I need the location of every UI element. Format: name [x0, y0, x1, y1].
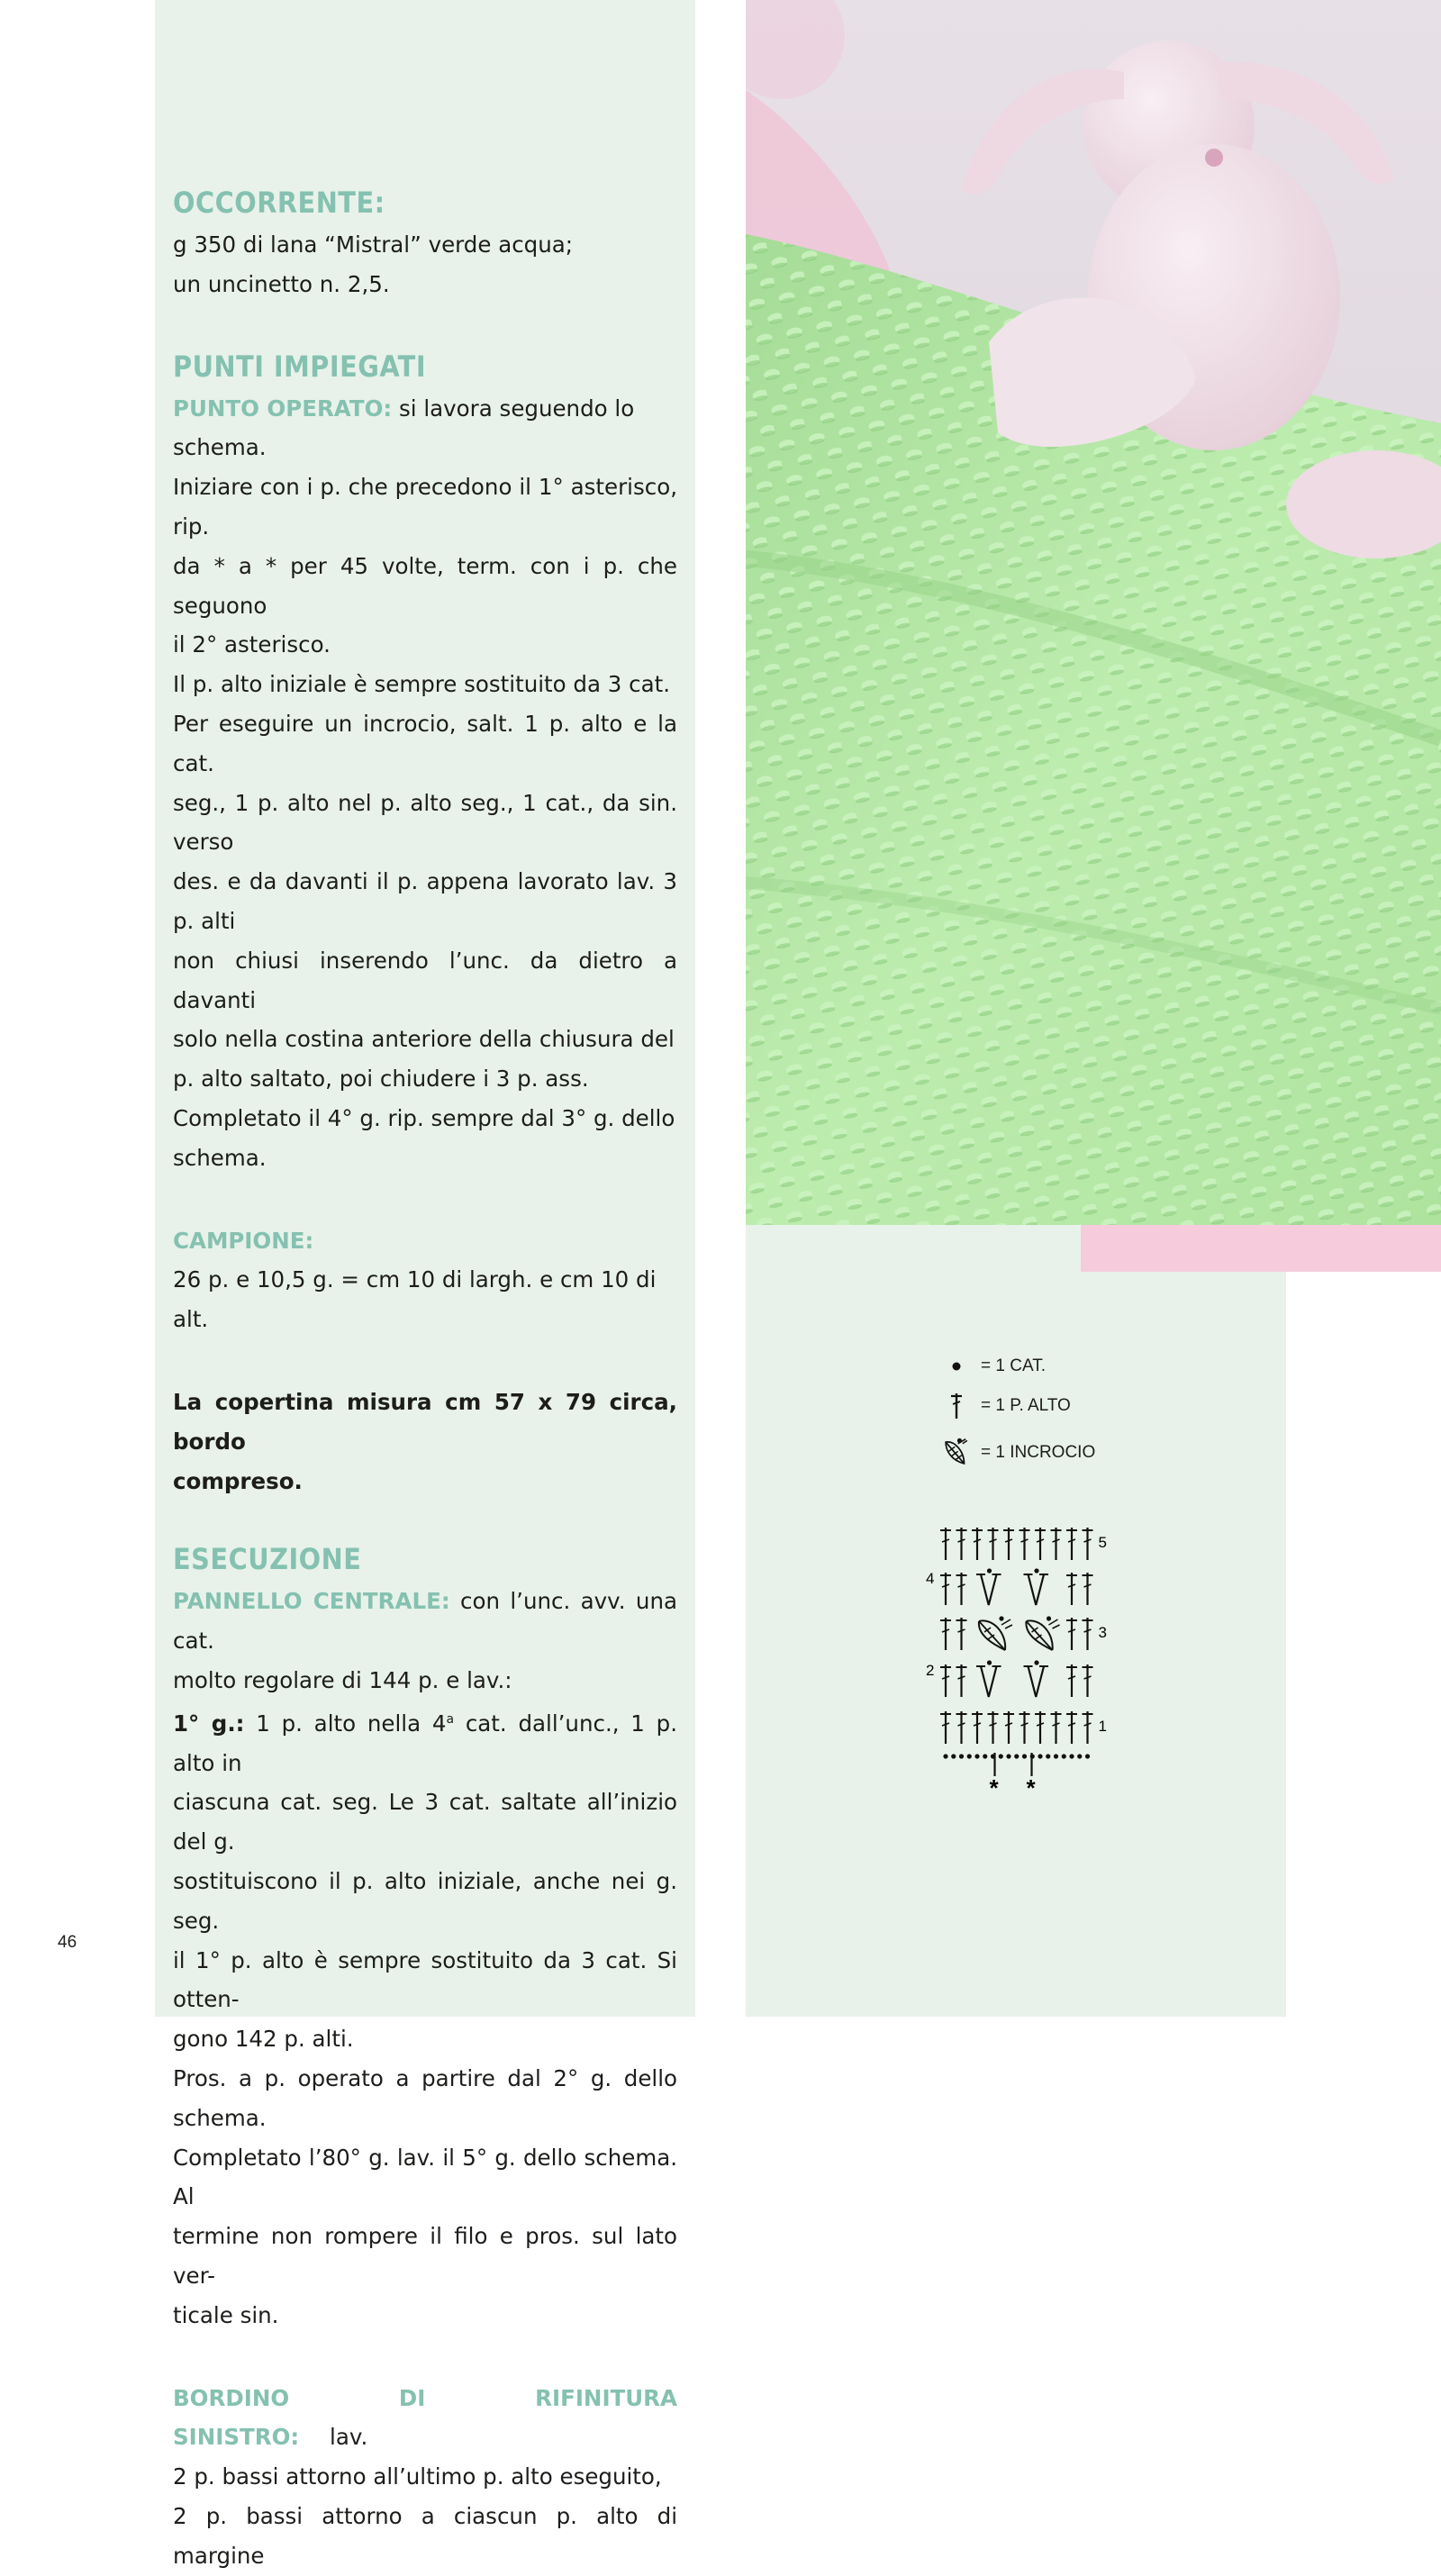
esecuzione-line: Pros. a p. operato a partire dal 2° g. dello schema. — [173, 2065, 677, 2131]
double-crochet-symbol — [1051, 1528, 1062, 1560]
row-label: 4 — [926, 1570, 935, 1587]
double-crochet-symbol — [940, 1618, 951, 1650]
double-crochet-symbol — [1083, 1528, 1093, 1560]
double-crochet-symbol — [1083, 1711, 1093, 1744]
legend-item-palto: = 1 P. ALTO — [941, 1386, 1095, 1426]
chain-dot — [1006, 1754, 1011, 1758]
esecuzione-line: PANNELLO CENTRALE: con l’unc. avv. una cat. — [173, 1588, 678, 1655]
chain-dot — [1054, 1754, 1058, 1758]
double-crochet-symbol — [956, 1618, 967, 1650]
esecuzione-line: ciascuna cat. seg. Le 3 cat. saltate all’inizio del g. — [173, 1789, 677, 1855]
double-crochet-symbol — [956, 1528, 967, 1560]
chain-dot — [1077, 1754, 1082, 1758]
double-crochet-symbol — [940, 1664, 951, 1697]
v-stitch-symbol — [976, 1660, 1001, 1697]
bordino-line: 2 p. bassi attorno all’ultimo p. alto eseguito, — [173, 2463, 662, 2490]
double-crochet-icon — [941, 1392, 972, 1420]
cross-stitch-icon — [941, 1433, 972, 1473]
bordino-label: BORDINO DI RIFINITURA SINISTRO: — [173, 2384, 677, 2451]
chain-dot — [1046, 1754, 1050, 1758]
chain-dot — [1085, 1754, 1090, 1758]
cross-stitch-symbol — [1026, 1616, 1059, 1650]
chain-dot — [1038, 1754, 1042, 1758]
chain-dot — [1062, 1754, 1066, 1758]
chain-dot — [983, 1754, 987, 1758]
bordino-line: BORDINO DI RIFINITURA SINISTRO: lav. — [173, 2384, 677, 2451]
row-label: 5 — [1098, 1534, 1107, 1551]
double-crochet-symbol — [972, 1528, 983, 1560]
chain-dot — [974, 1754, 979, 1758]
esecuzione-line: 1° g.: 1 p. alto nella 4$^a$ cat. dall’unc., 1 p. alto in — [173, 1710, 677, 1776]
legend-item-cat: = 1 CAT. — [941, 1347, 1095, 1386]
double-crochet-symbol — [1066, 1711, 1077, 1744]
double-crochet-symbol — [1083, 1618, 1093, 1650]
punti-line: non chiusi inserendo l’unc. da dietro a davanti — [173, 947, 677, 1013]
esecuzione-line: Completato l’80° g. lav. il 5° g. dello schema. Al — [173, 2144, 677, 2210]
double-crochet-symbol — [1003, 1528, 1014, 1560]
occorrente-heading: OCCORRENTE: — [173, 186, 385, 220]
double-crochet-symbol — [1051, 1711, 1062, 1744]
chain-dot — [959, 1754, 964, 1758]
chain-dot — [967, 1754, 972, 1758]
esecuzione-line: ticale sin. — [173, 2301, 279, 2328]
chain-dot-icon — [941, 1361, 972, 1372]
punto-operato-label: PUNTO OPERATO: — [173, 395, 393, 422]
double-crochet-symbol — [956, 1711, 967, 1744]
chain-dot — [1014, 1754, 1019, 1758]
cross-stitch-symbol — [979, 1616, 1012, 1650]
punti-line: da * a * per 45 volte, term. con i p. che seguono — [173, 552, 677, 619]
chain-dot — [943, 1754, 947, 1758]
v-stitch-symbol — [1024, 1660, 1049, 1697]
pannello-centrale-label: PANNELLO CENTRALE: — [173, 1588, 450, 1615]
chain-dot — [951, 1754, 956, 1758]
v-stitch-symbol — [976, 1568, 1001, 1605]
punti-heading: PUNTI IMPIEGATI — [173, 349, 427, 384]
punti-line: PUNTO OPERATO: si lavora seguendo lo schema. — [173, 395, 635, 461]
esecuzione-line: gono 142 p. alti. — [173, 2026, 354, 2053]
double-crochet-symbol — [988, 1528, 999, 1560]
repeat-asterisk: * — [989, 1774, 999, 1801]
esecuzione-line: molto regolare di 144 p. e lav.: — [173, 1666, 512, 1693]
double-crochet-symbol — [1066, 1573, 1077, 1605]
chain-dot — [1022, 1754, 1027, 1758]
stitch-diagram — [919, 1522, 1135, 1805]
row1-label: 1° g.: — [173, 1710, 245, 1737]
double-crochet-symbol — [1020, 1711, 1030, 1744]
double-crochet-symbol — [940, 1573, 951, 1605]
row-label: 1 — [1098, 1718, 1107, 1735]
legend-item-incrocio: = 1 INCROCIO — [941, 1426, 1095, 1480]
punti-line: des. e da davanti il p. appena lavorato lav. 3 p. alti — [173, 868, 677, 934]
double-crochet-symbol — [1035, 1711, 1046, 1744]
punti-line: Iniziare con i p. che precedono il 1° asterisco, rip. — [173, 474, 677, 540]
double-crochet-symbol — [956, 1573, 967, 1605]
punti-line: Completato il 4° g. rip. sempre dal 3° g. dello — [173, 1104, 675, 1131]
punti-line: schema. — [173, 1144, 267, 1171]
punti-line: Per eseguire un incrocio, salt. 1 p. alto e la cat. — [173, 710, 677, 776]
double-crochet-symbol — [972, 1711, 983, 1744]
double-crochet-symbol — [940, 1528, 951, 1560]
esecuzione-line: sostituiscono il p. alto iniziale, anche nei g. seg. — [173, 1868, 677, 1934]
punti-line: p. alto saltato, poi chiudere i 3 p. ass. — [173, 1066, 589, 1093]
double-crochet-symbol — [1003, 1711, 1014, 1744]
occorrente-line: g 350 di lana “Mistral” verde acqua; — [173, 231, 574, 258]
double-crochet-symbol — [1066, 1664, 1077, 1697]
double-crochet-symbol — [1066, 1528, 1077, 1560]
chain-dot — [999, 1754, 1003, 1758]
double-crochet-symbol — [1066, 1618, 1077, 1650]
instructions-text — [173, 180, 677, 2576]
v-stitch-symbol — [1024, 1568, 1049, 1605]
chain-dot — [1069, 1754, 1074, 1758]
punti-line: solo nella costina anteriore della chiusura del — [173, 1026, 675, 1053]
misura-text: compreso. — [173, 1467, 303, 1494]
campione-label: CAMPIONE: — [173, 1227, 314, 1254]
esecuzione-heading: ESECUZIONE — [173, 1542, 362, 1577]
repeat-asterisk: * — [1026, 1774, 1036, 1801]
stitch-legend — [941, 1347, 1095, 1480]
double-crochet-symbol — [1083, 1573, 1093, 1605]
punti-line: seg., 1 p. alto nel p. alto seg., 1 cat., da sin. verso — [173, 789, 677, 856]
campione-text: 26 p. e 10,5 g. = cm 10 di largh. e cm 10 di alt. — [173, 1266, 657, 1333]
double-crochet-symbol — [1035, 1528, 1046, 1560]
double-crochet-symbol — [956, 1664, 967, 1697]
page-number: 46 — [58, 1933, 77, 1952]
punti-line: Il p. alto iniziale è sempre sostituito da 3 cat. — [173, 671, 671, 698]
row-label: 2 — [926, 1662, 935, 1679]
row-label: 3 — [1098, 1624, 1107, 1641]
esecuzione-line: termine non rompere il filo e pros. sul lato ver- — [173, 2223, 677, 2290]
double-crochet-symbol — [988, 1711, 999, 1744]
double-crochet-symbol — [1020, 1528, 1030, 1560]
punti-line: il 2° asterisco. — [173, 631, 331, 658]
esecuzione-line: il 1° p. alto è sempre sostituito da 3 cat. Si otten- — [173, 1946, 677, 2013]
bordino-line: 2 p. bassi attorno a ciascun p. alto di margine — [173, 2503, 677, 2569]
misura-text: La copertina misura cm 57 x 79 circa, bordo — [173, 1388, 677, 1455]
pink-accent-bar — [1081, 1225, 1441, 1272]
occorrente-line: un uncinetto n. 2,5. — [173, 270, 390, 297]
double-crochet-symbol — [1083, 1664, 1093, 1697]
double-crochet-symbol — [940, 1711, 951, 1744]
blanket-photo — [746, 0, 1441, 1225]
